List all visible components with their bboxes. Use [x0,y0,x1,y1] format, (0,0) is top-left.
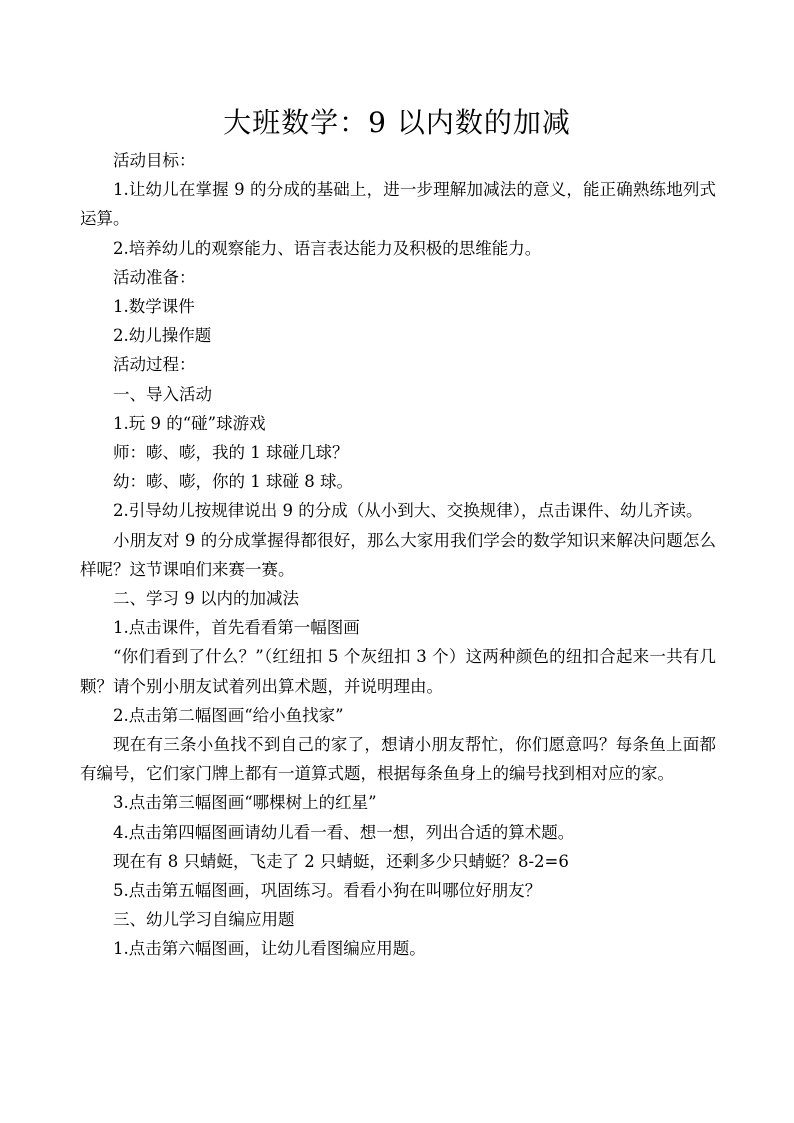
paragraph: 现在有三条小鱼找不到自己的家了，想请小朋友帮忙，你们愿意吗？每条鱼上面都有编号，它们家门牌上都有一道算式题，根据每条鱼身上的编号找到相对应的家。 [80,735,716,784]
paragraph: 2.点击第二幅图画“给小鱼找家” [113,705,344,725]
paragraph: “你们看到了什么？”（红纽扣 5 个灰纽扣 3 个）这两种颜色的纽扣合起来一共有几颗？请个别小朋友试着列出算术题，并说明理由。 [80,647,716,696]
document-body [80,146,716,964]
paragraph: 4.点击第四幅图画请幼儿看一看、想一想，列出合适的算术题。 [113,822,575,842]
paragraph: 二、学习 9 以内的加减法 [113,589,299,609]
paragraph: 小朋友对 9 的分成掌握得都很好，那么大家用我们学会的数学知识来解决问题怎么样呢？这节课咱们来赛一赛。 [80,530,716,579]
paragraph: 1.点击第六幅图画，让幼儿看图编应用题。 [113,939,426,959]
paragraph: 1.让幼儿在掌握 9 的分成的基础上，进一步理解加减法的意义，能正确熟练地列式运算。 [80,180,716,229]
paragraph: 三、幼儿学习自编应用题 [113,910,295,930]
paragraph: 1.点击课件，首先看看第一幅图画 [113,618,360,638]
paragraph: 活动目标： [113,151,196,170]
paragraph: 1.数学课件 [113,297,195,317]
paragraph: 活动准备： [113,267,196,287]
paragraph: 5.点击第五幅图画，巩固练习。看看小狗在叫哪位好朋友？ [113,881,542,901]
paragraph: 1.玩 9 的“碰”球游戏 [113,413,266,433]
paragraph: 一、导入活动 [113,384,212,404]
document-title: 大班数学：9 以内数的加减 [223,106,571,139]
paragraph: 2.引导幼儿按规律说出 9 的分成（从小到大、交换规律），点击课件、幼儿齐读。 [113,501,703,521]
paragraph: 2.幼儿操作题 [113,326,212,346]
paragraph: 师：嘭、嘭，我的 1 球碰几球？ [113,443,349,463]
paragraph: 现在有 8 只蜻蜓，飞走了 2 只蜻蜓，还剩多少只蜻蜓？8-2=6 [113,851,569,871]
paragraph: 2.培养幼儿的观察能力、语言表达能力及积极的思维能力。 [113,238,542,258]
paragraph: 活动过程： [113,355,196,375]
paragraph: 3.点击第三幅图画“哪棵树上的红星” [113,793,377,813]
paragraph: 幼：嘭、嘭，你的 1 球碰 8 球。 [113,472,353,492]
